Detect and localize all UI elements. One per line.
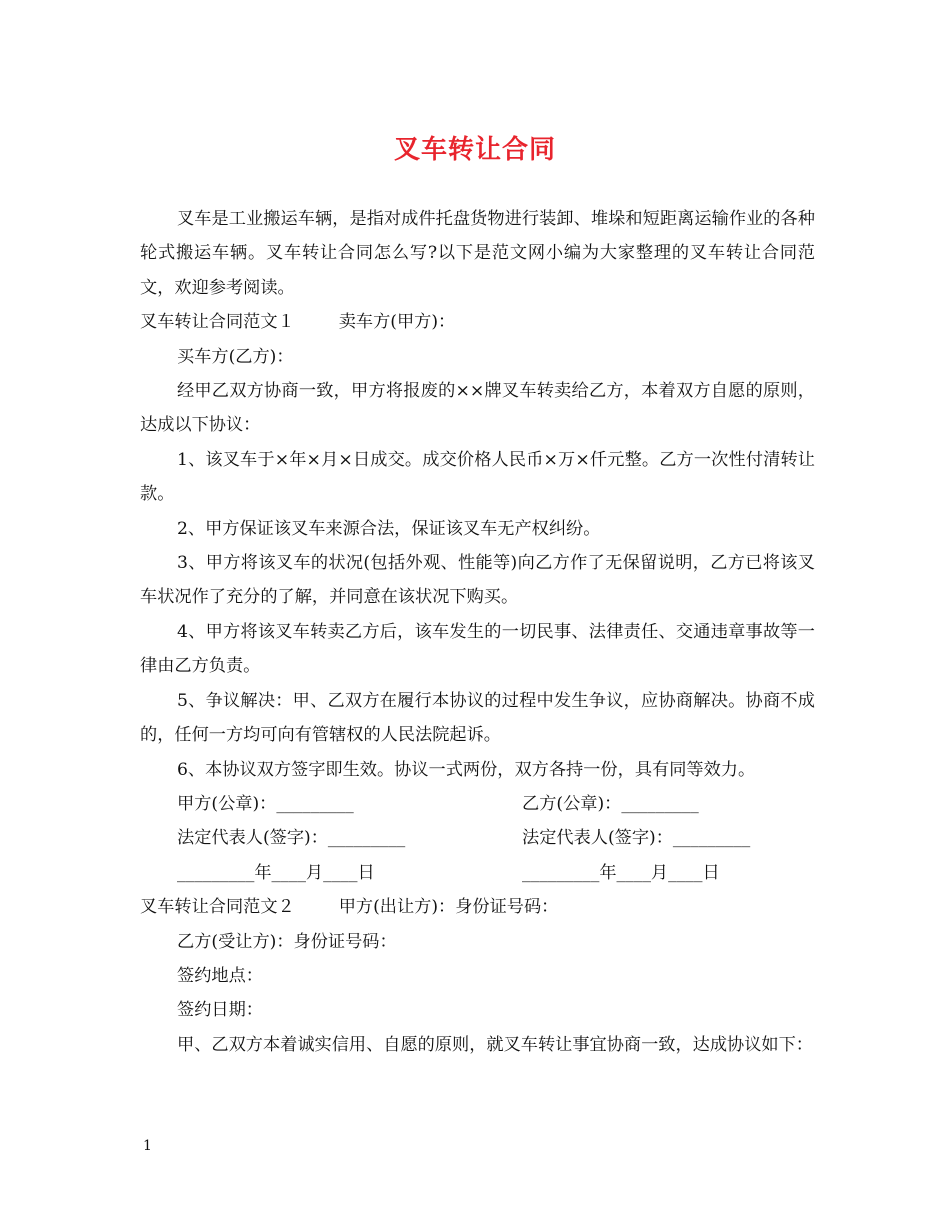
sample2-agreement-intro: 甲、乙双方本着诚实信用、自愿的原则，就叉车转让事宜协商一致，达成协议如下： — [177, 1034, 813, 1055]
signature-row-representative — [140, 821, 815, 855]
sample1-heading-line — [140, 305, 815, 339]
signing-date-label: 签约日期： — [177, 1000, 263, 1021]
party-a-seal-field: 甲方(公章)：_________ — [177, 793, 354, 814]
party-b-seal-field: 乙方(公章)：_________ — [522, 793, 699, 814]
transferor-label: 甲方(出让方)：身份证号码： — [338, 897, 559, 918]
party-a-date-field: _________年____月____日 — [177, 862, 375, 883]
transferee-label: 乙方(受让方)：身份证号码： — [177, 931, 397, 952]
sample1-heading: 叉车转让合同范文１ — [140, 312, 295, 333]
party-b-date-field: _________年____月____日 — [522, 862, 720, 883]
document-body — [140, 202, 815, 1062]
document-title: 叉车转让合同 — [393, 135, 556, 165]
clause-3: 3、甲方将该叉车的状况(包括外观、性能等)向乙方作了无保留说明，乙方已将该叉车状况作了充分的了解，并同意在该状况下购买。 — [140, 553, 815, 608]
clause-4: 4、甲方将该叉车转卖乙方后，该车发生的一切民事、法律责任、交通违章事故等一律由乙方负责。 — [140, 621, 815, 677]
signing-place-label: 签约地点： — [177, 965, 263, 986]
clause-1: 1、该叉车于×年×月×日成交。成交价格人民币×万×仟元整。乙方一次性付清转让款。 — [140, 449, 815, 505]
page-number: 1 — [143, 1138, 152, 1154]
agreement-intro-paragraph: 经甲乙双方协商一致，甲方将报废的××牌叉车转卖给乙方，本着双方自愿的原则，达成以下协议： — [140, 381, 815, 436]
clause-5: 5、争议解决：甲、乙双方在履行本协议的过程中发生争议，应协商解决。协商不成的，任何一方均可向有管辖权的人民法院起诉。 — [140, 690, 815, 746]
intro-paragraph: 叉车是工业搬运车辆，是指对成件托盘货物进行装卸、堆垛和短距离运输作业的各种轮式搬运车辆。叉车转让合同怎么写?以下是范文网小编为大家整理的叉车转让合同范文，欢迎参考阅读。 — [140, 209, 815, 298]
signature-row-seal — [140, 787, 815, 821]
sample2-heading: 叉车转让合同范文２ — [140, 897, 295, 918]
clause-6: 6、本协议双方签字即生效。协议一式两份，双方各持一份，具有同等效力。 — [177, 759, 756, 780]
buyer-label: 买车方(乙方)： — [177, 346, 294, 367]
clause-2: 2、甲方保证该叉车来源合法，保证该叉车无产权纠纷。 — [177, 518, 601, 539]
seller-label: 卖车方(甲方)： — [338, 312, 456, 333]
sample2-heading-line — [140, 890, 815, 924]
party-a-rep-field: 法定代表人(签字)：_________ — [177, 828, 406, 849]
party-b-rep-field: 法定代表人(签字)：_________ — [522, 828, 751, 849]
signature-row-date — [140, 856, 815, 890]
